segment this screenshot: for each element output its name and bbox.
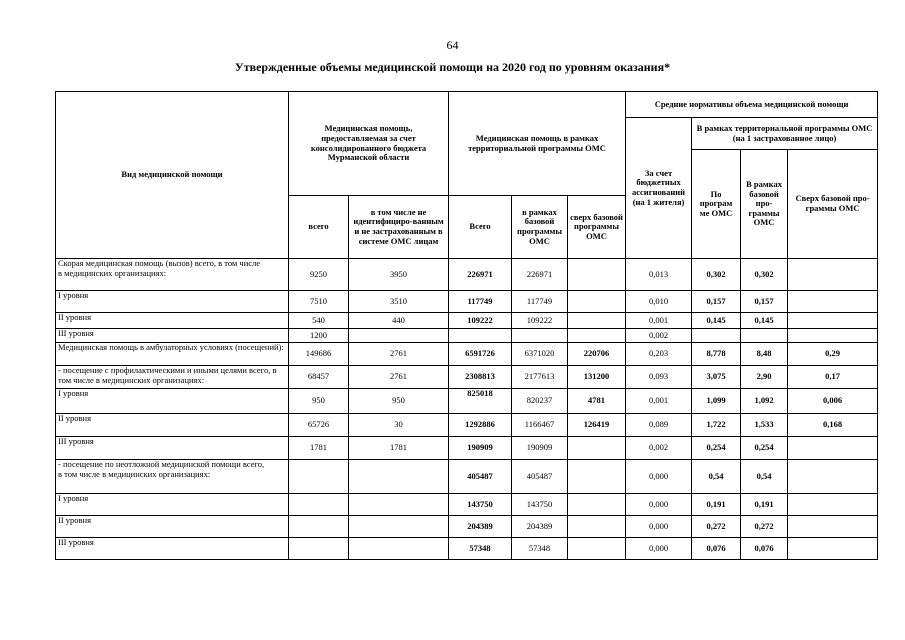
cell-budget-uninsured: 1781 [349, 437, 449, 460]
cell-oms-total: 117749 [449, 291, 512, 313]
cell-oms-over: 126419 [568, 414, 626, 437]
cell-norm-over: 0,168 [788, 414, 878, 437]
cell-name: - посещение по неотложной медицинской помощи всего, в том числе в медицинских организациях: [56, 460, 289, 494]
cell-oms-total: 57348 [449, 538, 512, 560]
cell-oms-total: 825018 [449, 389, 512, 414]
cell-norm-base: 0,145 [741, 313, 788, 329]
cell-norm-budget: 0,002 [626, 329, 692, 343]
header-norms-group: Средние нормативы объема медицинской помощи [626, 92, 878, 118]
cell-budget-total: 68457 [289, 366, 349, 389]
cell-oms-total: 6591726 [449, 343, 512, 366]
cell-norm-program: 0,254 [692, 437, 741, 460]
cell-norm-program: 1,722 [692, 414, 741, 437]
cell-oms-over [568, 259, 626, 291]
cell-budget-uninsured: 2761 [349, 343, 449, 366]
cell-norm-base: 0,302 [741, 259, 788, 291]
cell-name: Медицинская помощь в амбулаторных условиях (посещений): [56, 343, 289, 366]
header-budget-group: Медицинская помощь, предоставляемая за счет консолидированного бюджета Мурманской области [289, 92, 449, 196]
cell-norm-base: 1,092 [741, 389, 788, 414]
header-norm-program: По програм ме ОМС [692, 150, 741, 259]
cell-norm-base: 2,90 [741, 366, 788, 389]
header-oms-group: Медицинская помощь в рамках территориальной программы ОМС [449, 92, 626, 196]
cell-budget-total: 65726 [289, 414, 349, 437]
cell-oms-over [568, 313, 626, 329]
cell-oms-total: 109222 [449, 313, 512, 329]
cell-norm-base: 8,48 [741, 343, 788, 366]
cell-oms-total: 143750 [449, 494, 512, 516]
cell-budget-total: 1781 [289, 437, 349, 460]
cell-norm-budget: 0,001 [626, 389, 692, 414]
cell-norm-over [788, 329, 878, 343]
cell-budget-uninsured: 30 [349, 414, 449, 437]
table-row [56, 329, 878, 343]
cell-norm-program: 8,778 [692, 343, 741, 366]
cell-name: I уровня [56, 389, 289, 414]
cell-budget-uninsured [349, 460, 449, 494]
cell-budget-uninsured: 2761 [349, 366, 449, 389]
cell-norm-budget: 0,000 [626, 538, 692, 560]
cell-norm-budget: 0,000 [626, 494, 692, 516]
cell-oms-total: 226971 [449, 259, 512, 291]
cell-norm-base [741, 329, 788, 343]
cell-oms-total: 405487 [449, 460, 512, 494]
cell-oms-total: 190909 [449, 437, 512, 460]
cell-oms-base: 117749 [512, 291, 568, 313]
cell-budget-total: 1200 [289, 329, 349, 343]
cell-norm-program: 0,272 [692, 516, 741, 538]
cell-oms-base: 57348 [512, 538, 568, 560]
cell-norm-program: 0,076 [692, 538, 741, 560]
cell-norm-program: 0,54 [692, 460, 741, 494]
cell-oms-over: 220706 [568, 343, 626, 366]
cell-oms-base [512, 329, 568, 343]
cell-budget-total [289, 516, 349, 538]
cell-norm-over [788, 259, 878, 291]
cell-oms-base: 6371020 [512, 343, 568, 366]
cell-budget-total [289, 460, 349, 494]
cell-name: I уровня [56, 494, 289, 516]
cell-oms-base: 1166467 [512, 414, 568, 437]
cell-norm-budget: 0,010 [626, 291, 692, 313]
table-row [56, 516, 878, 538]
cell-oms-base: 204389 [512, 516, 568, 538]
cell-norm-base: 0,272 [741, 516, 788, 538]
cell-norm-program: 1,099 [692, 389, 741, 414]
cell-oms-base: 226971 [512, 259, 568, 291]
cell-norm-budget: 0,000 [626, 516, 692, 538]
cell-budget-uninsured [349, 538, 449, 560]
header-oms-total: Всего [449, 196, 512, 259]
cell-budget-uninsured: 3510 [349, 291, 449, 313]
table-row [56, 366, 878, 389]
cell-norm-budget: 0,203 [626, 343, 692, 366]
cell-norm-budget: 0,013 [626, 259, 692, 291]
cell-norm-base: 0,54 [741, 460, 788, 494]
cell-norm-over: 0,006 [788, 389, 878, 414]
cell-budget-total: 149686 [289, 343, 349, 366]
table-row [56, 259, 878, 291]
cell-oms-over [568, 460, 626, 494]
cell-oms-base: 2177613 [512, 366, 568, 389]
cell-oms-base: 820237 [512, 389, 568, 414]
cell-norm-program [692, 329, 741, 343]
volumes-table [55, 91, 878, 560]
cell-oms-over [568, 494, 626, 516]
header-norms-oms-group: В рамках территориальной программы ОМС (на 1 застрахованное лицо) [692, 118, 878, 150]
cell-budget-total: 9250 [289, 259, 349, 291]
cell-norm-over [788, 494, 878, 516]
header-oms-base: в рамках базовой программы ОМС [512, 196, 568, 259]
cell-norm-program: 0,157 [692, 291, 741, 313]
cell-norm-over [788, 516, 878, 538]
cell-name: - посещение с профилактическими и иными целями всего, в том числе в медицинских организациях: [56, 366, 289, 389]
header-budget-uninsured: в том числе не идентифициро-ванным и не застрахованным в системе ОМС лицам [349, 196, 449, 259]
table-row [56, 313, 878, 329]
cell-norm-program: 0,302 [692, 259, 741, 291]
cell-budget-total: 7510 [289, 291, 349, 313]
header-norms-budget: За счет бюджетных ассигнований (на 1 жителя) [626, 118, 692, 259]
cell-name: Скорая медицинская помощь (вызов) всего, в том числе в медицинских организациях: [56, 259, 289, 291]
table-row [56, 291, 878, 313]
cell-oms-total: 2308813 [449, 366, 512, 389]
cell-budget-total [289, 494, 349, 516]
cell-norm-base: 0,191 [741, 494, 788, 516]
cell-norm-budget: 0,000 [626, 460, 692, 494]
cell-budget-uninsured [349, 329, 449, 343]
cell-norm-program: 0,191 [692, 494, 741, 516]
cell-budget-total: 540 [289, 313, 349, 329]
cell-norm-over [788, 291, 878, 313]
cell-oms-base: 190909 [512, 437, 568, 460]
cell-norm-budget: 0,093 [626, 366, 692, 389]
cell-norm-budget: 0,002 [626, 437, 692, 460]
cell-budget-uninsured: 440 [349, 313, 449, 329]
cell-oms-base: 405487 [512, 460, 568, 494]
cell-norm-base: 1,533 [741, 414, 788, 437]
cell-budget-total: 950 [289, 389, 349, 414]
header-oms-over: сверх базовой программы ОМС [568, 196, 626, 259]
cell-oms-over [568, 516, 626, 538]
header-budget-total: всего [289, 196, 349, 259]
cell-norm-over: 0,17 [788, 366, 878, 389]
cell-norm-over [788, 313, 878, 329]
cell-budget-uninsured: 3950 [349, 259, 449, 291]
header-norm-base: В рамках базовой про-граммы ОМС [741, 150, 788, 259]
cell-norm-over [788, 460, 878, 494]
cell-norm-base: 0,157 [741, 291, 788, 313]
table-row [56, 494, 878, 516]
page-number: 64 [446, 38, 459, 52]
cell-budget-uninsured: 950 [349, 389, 449, 414]
cell-oms-base: 143750 [512, 494, 568, 516]
table-row [56, 343, 878, 366]
cell-oms-base: 109222 [512, 313, 568, 329]
cell-norm-budget: 0,089 [626, 414, 692, 437]
cell-name: I уровня [56, 291, 289, 313]
header-kind: Вид медицинской помощи [56, 92, 289, 259]
header-norm-over: Сверх базовой про-граммы ОМС [788, 150, 878, 259]
cell-oms-total: 1292886 [449, 414, 512, 437]
table-row [56, 437, 878, 460]
cell-norm-over: 0,29 [788, 343, 878, 366]
cell-norm-program: 0,145 [692, 313, 741, 329]
cell-oms-total [449, 329, 512, 343]
cell-oms-over [568, 329, 626, 343]
cell-name: III уровня [56, 329, 289, 343]
cell-norm-base: 0,076 [741, 538, 788, 560]
cell-norm-program: 3,075 [692, 366, 741, 389]
cell-oms-total: 204389 [449, 516, 512, 538]
table-row [56, 460, 878, 494]
cell-name: II уровня [56, 516, 289, 538]
table-row [56, 389, 878, 414]
cell-name: II уровня [56, 313, 289, 329]
cell-budget-uninsured [349, 516, 449, 538]
cell-name: II уровня [56, 414, 289, 437]
cell-norm-budget: 0,001 [626, 313, 692, 329]
cell-norm-over [788, 437, 878, 460]
cell-oms-over [568, 291, 626, 313]
cell-oms-over [568, 437, 626, 460]
table-body [56, 259, 878, 560]
cell-name: III уровня [56, 437, 289, 460]
cell-oms-over: 131200 [568, 366, 626, 389]
document-title: Утвержденные объемы медицинской помощи на 2020 год по уровням оказания* [234, 60, 671, 74]
cell-budget-uninsured [349, 494, 449, 516]
table-row [56, 414, 878, 437]
cell-name: III уровня [56, 538, 289, 560]
table-row [56, 538, 878, 560]
cell-oms-over [568, 538, 626, 560]
cell-budget-total [289, 538, 349, 560]
cell-oms-over: 4781 [568, 389, 626, 414]
cell-norm-over [788, 538, 878, 560]
cell-norm-base: 0,254 [741, 437, 788, 460]
